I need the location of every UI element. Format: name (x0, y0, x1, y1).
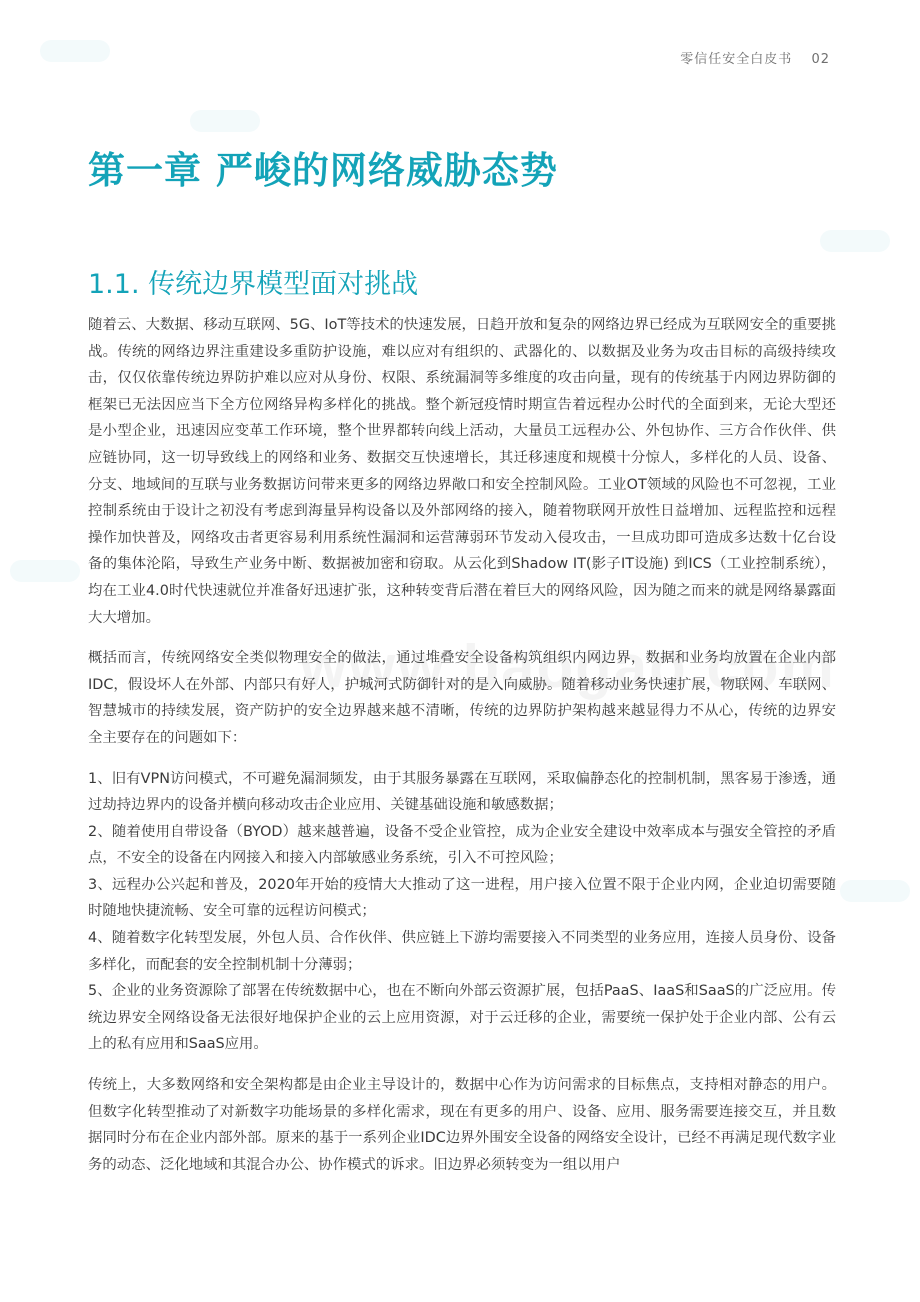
background-watermark-mark (190, 110, 260, 132)
chapter-title: 第一章 严峻的网络威胁态势 (88, 149, 558, 192)
background-watermark-mark (840, 880, 910, 902)
paragraph-traditional: 传统上，大多数网络和安全架构都是由企业主导设计的，数据中心作为访问需求的目标焦点，支持相对静态的用户。但数字化转型推动了对新数字功能场景的多样化需求，现在有更多的用户、设备、应用、服务需要连接交互，并且数据同时分布在企业内部外部。原来的基于一系列企业IDC边界外围安全设备的网络安全设计，已经不再满足现代数字业务的动态、泛化地域和其混合办公、协作模式的诉求。旧边界必须转变为一组以用户 (88, 1077, 836, 1173)
background-watermark-mark (10, 560, 80, 582)
issue-item: 2、随着使用自带设备（BYOD）越来越普遍，设备不受企业管控，成为企业安全建设中效率成本与强安全管控的矛盾点，不安全的设备在内网接入和接入内部敏感业务系统，引入不可控风险； (88, 823, 836, 867)
issues-list (88, 766, 836, 1059)
background-watermark-mark (40, 40, 110, 62)
issue-item: 3、远程办公兴起和普及，2020年开始的疫情大大推动了这一进程，用户接入位置不限于企业内网，企业迫切需要随时随地快捷流畅、安全可靠的远程访问模式； (88, 876, 836, 920)
paragraph-intro: 随着云、大数据、移动互联网、5G、IoT等技术的快速发展，日趋开放和复杂的网络边界已经成为互联网安全的重要挑战。传统的网络边界注重建设多重防护设施，难以应对有组织的、武器化的、以数据及业务为攻击目标的高级持续攻击，仅仅依靠传统边界防护难以应对从身份、权限、系统漏洞等多维度的攻击向量，现有的传统基于内网边界防御的框架已无法因应当下全方位网络异构多样化的挑战。整个新冠疫情时期宣告着远程办公时代的全面到来，无论大型还是小型企业，迅速因应变革工作环境，整个世界都转向线上活动，大量员工远程办公、外包协作、三方合作伙伴、供应链协同，这一切导致线上的网络和业务、数据交互快速增长，其迁移速度和规模十分惊人，多样化的人员、设备、分支、地域间的互联与业务数据访问带来更多的网络边界敞口和安全控制风险。工业OT领域的风险也不可忽视，工业控制系统由于设计之初没有考虑到海量异构设备以及外部网络的接入，随着物联网开放性日益增加、远程监控和远程操作加快普及，网络攻击者更容易利用系统性漏洞和运营薄弱环节发动入侵攻击，一旦成功即可造成多达数十亿台设备的集体沦陷，导致生产业务中断、数据被加密和窃取。从云化到Shadow IT(影子IT设施) 到ICS（工业控制系统），均在工业4.0时代快速就位并准备好迅速扩张，这种转变背后潜在着巨大的网络风险，因为随之而来的就是网络暴露面大大增加。 (88, 317, 836, 626)
background-watermark-mark (820, 230, 890, 252)
paragraph-summary: 概括而言，传统网络安全类似物理安全的做法，通过堆叠安全设备构筑组织内网边界，数据和业务均放置在企业内部IDC，假设坏人在外部、内部只有好人，护城河式防御针对的是入向威胁。随着移动业务快速扩展，物联网、车联网、智慧城市的持续发展，资产防护的安全边界越来越不清晰，传统的边界防护架构越来越显得力不从心，传统的边界安全主要存在的问题如下： (88, 650, 836, 746)
issue-item: 1、旧有VPN访问模式，不可避免漏洞频发，由于其服务暴露在互联网，采取偏静态化的控制机制，黑客易于渗透，通过劫持边界内的设备并横向移动攻击企业应用、关键基础设施和敏感数据； (88, 770, 836, 814)
page-header (680, 48, 830, 67)
section-title: 1.1. 传统边界模型面对挑战 (88, 269, 419, 300)
issue-item: 4、随着数字化转型发展，外包人员、合作伙伴、供应链上下游均需要接入不同类型的业务应用，连接人员身份、设备多样化，而配套的安全控制机制十分薄弱； (88, 930, 836, 973)
body-text (88, 312, 836, 1192)
page-number: 02 (811, 52, 830, 67)
document-title: 零信任安全白皮书 (680, 52, 793, 67)
issue-item: 5、企业的业务资源除了部署在传统数据中心，也在不断向外部云资源扩展，包括PaaS、IaaS和SaaS的广泛应用。传统边界安全网络设备无法很好地保护企业的云上应用资源，对于云迁移的企业，需要统一保护处于企业内部、公有云上的私有应用和SaaS应用。 (88, 983, 836, 1053)
